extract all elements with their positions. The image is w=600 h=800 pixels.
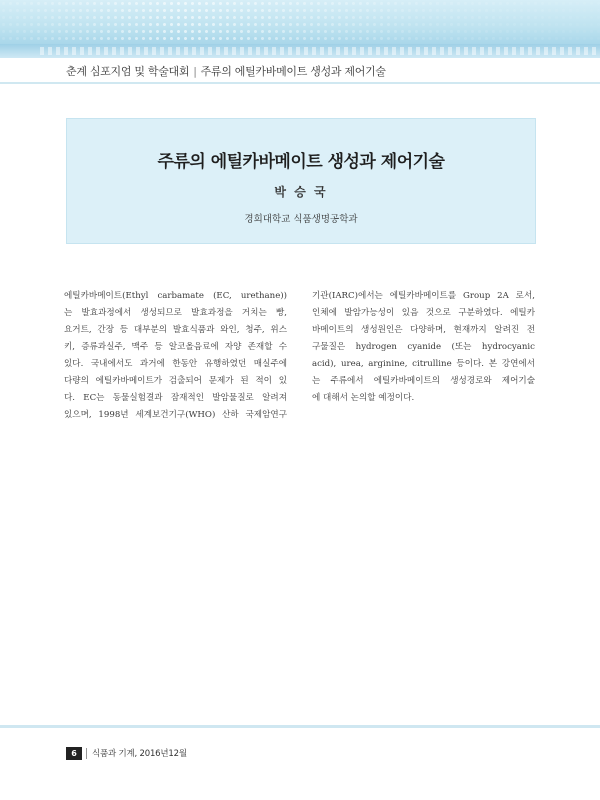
article-author: 박 승 국 — [274, 185, 328, 199]
publication-info: 식품과 기계, 2016년12월 — [92, 749, 187, 759]
running-header-separator: | — [193, 65, 197, 78]
header-stripe — [0, 44, 600, 58]
square-pattern — [40, 47, 600, 55]
running-header-event: 춘계 심포지엄 및 학술대회 — [66, 65, 190, 78]
footer-separator — [86, 748, 87, 759]
body-left-column — [64, 288, 287, 424]
header-rule — [0, 82, 600, 84]
body-line: 바메이트의 생성원인은 다양하며, 현재까지 알려진 전 — [312, 325, 535, 335]
body-line: 있으며, 1998년 세계보건기구(WHO) 산하 국제암연구 — [64, 410, 287, 420]
body-line: 에 대해서 논의할 예정이다. — [312, 393, 415, 403]
body-line: 다량의 에틸카바메이트가 검출되어 문제가 된 적이 있 — [64, 376, 287, 386]
article-title: 주류의 에틸카바메이트 생성과 제어기술 — [157, 152, 445, 172]
title-box — [66, 118, 536, 244]
running-header-topic: 주류의 에틸카바메이트 생성과 제어기술 — [200, 65, 386, 78]
running-header — [66, 63, 386, 79]
body-line: 있다. 국내에서도 과거에 한동안 유행하였던 매실주에 — [64, 359, 287, 369]
header-decorative-band — [0, 0, 600, 44]
body-line: 키, 증류과실주, 맥주 등 알코올음료에 자양 존재할 수 — [64, 342, 287, 352]
article-affiliation: 경희대학교 식품생명공학과 — [244, 214, 358, 225]
body-line: 구물질은 hydrogen cyanide (또는 hydrocyanic — [312, 342, 535, 352]
body-line: 는 주류에서 에틸카바메이트의 생성경로와 제어기술 — [312, 376, 535, 386]
body-line: 기관(IARC)에서는 에틸카바메이트를 Group 2A 로서, — [312, 291, 535, 301]
body-line: 인체에 발암가능성이 있음 것으로 구분하였다. 에틸카 — [312, 308, 535, 318]
body-line: 는 발효과정에서 생성되므로 발효과정을 거치는 빵, — [64, 308, 287, 318]
body-line: 에틸카바메이트(Ethyl carbamate (EC, urethane)) — [64, 291, 287, 301]
body-line: acid), urea, arginine, citrulline 등이다. 본 강연에서 — [312, 359, 535, 369]
body-right-column — [312, 288, 535, 407]
page-number: 6 — [66, 747, 82, 760]
body-line: 요거트, 간장 등 대부분의 발효식품과 와인, 청주, 위스 — [64, 325, 287, 335]
body-line: 다. EC는 동물실험결과 잠재적인 발암물질로 알려져 — [64, 393, 287, 403]
dot-pattern — [0, 0, 600, 44]
footer-rule — [0, 725, 600, 728]
